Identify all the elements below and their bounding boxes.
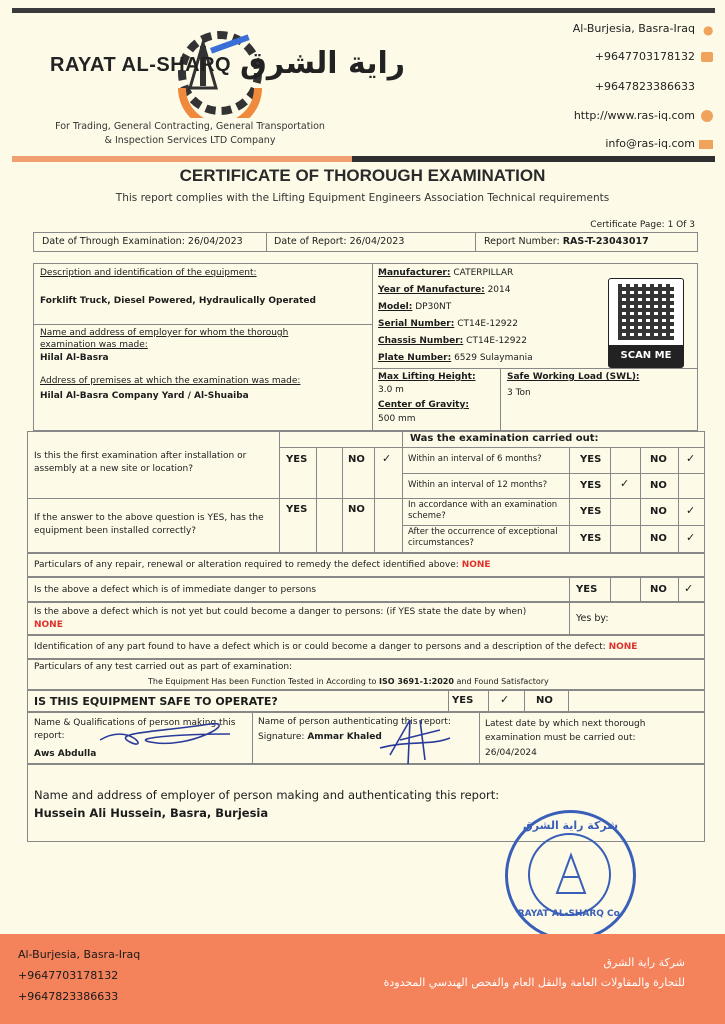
header-divider-orange	[12, 156, 352, 162]
divider	[316, 447, 317, 552]
manufacturer-label: Manufacturer:	[378, 268, 451, 278]
q1-yes[interactable]: YES	[286, 454, 308, 465]
stamp-arabic: شركة راية الشرق	[522, 819, 619, 832]
phone-icon	[701, 52, 713, 62]
divider	[678, 578, 679, 601]
lift-label: Max Lifting Height:	[378, 372, 476, 382]
q1-no[interactable]: NO	[348, 454, 365, 465]
o4-yes[interactable]: YES	[580, 533, 602, 544]
auth-signature-mark	[370, 710, 460, 770]
scan-me-label: SCAN ME	[609, 345, 683, 367]
divider	[402, 473, 704, 474]
carried-out-heading: Was the examination carried out:	[410, 433, 599, 444]
qr-code[interactable]	[608, 278, 684, 368]
option-6-months: Within an interval of 6 months?	[408, 454, 542, 464]
divider	[279, 447, 402, 448]
model-label: Model:	[378, 302, 413, 312]
divider	[488, 691, 489, 711]
option-exceptional: After the occurrence of exceptional circumstances?	[408, 527, 558, 548]
equipment-block	[33, 263, 698, 431]
yes-by-label: Yes by:	[576, 613, 609, 624]
manufacturer-value: CATERPILLAR	[453, 268, 514, 278]
safe-label: IS THIS EQUIPMENT SAFE TO OPERATE?	[34, 695, 278, 708]
header-phone2	[595, 80, 695, 93]
footer-phone2: +9647823386633	[18, 990, 119, 1003]
next-date: 26/04/2024	[485, 748, 537, 758]
qr-pattern	[618, 284, 674, 340]
header-email[interactable]	[605, 137, 695, 150]
plate-label: Plate Number:	[378, 353, 452, 363]
divider	[342, 447, 343, 552]
phone2-text: +9647823386633	[594, 80, 695, 93]
footer	[0, 934, 725, 1024]
divider	[448, 691, 449, 711]
auth-sig-label: Signature:	[258, 732, 305, 742]
lift-value: 3.0 m	[378, 385, 404, 395]
desc-value: Forklift Truck, Diesel Powered, Hydraulically Operated	[40, 296, 316, 306]
divider	[610, 578, 611, 601]
certificate-title: CERTIFICATE OF THOROUGH EXAMINATION	[179, 166, 546, 185]
company-tagline	[30, 120, 350, 148]
questions-block	[27, 431, 705, 553]
premises-label: Address of premises at which the examination was made:	[40, 376, 301, 386]
model-value: DP30NT	[415, 302, 452, 312]
repair-text	[34, 560, 491, 570]
globe-icon	[701, 110, 713, 122]
divider	[640, 578, 641, 601]
employer-label-1: Name and address of employer for whom the thorough	[40, 328, 289, 338]
test-value	[148, 677, 549, 686]
footer-phone1: +9647703178132	[18, 969, 119, 982]
date-row	[33, 232, 698, 252]
test-row	[27, 659, 705, 690]
footer-arabic-1: شركة راية الشرق	[603, 956, 685, 969]
certificate-subtitle: This report complies with the Lifting Equipment Engineers Association Technical requirements	[115, 192, 610, 204]
divider	[372, 368, 697, 369]
test-value-iso: ISO 3691-1:2020	[379, 677, 454, 686]
o3-check-icon: ✓	[686, 504, 696, 517]
header-address	[573, 22, 695, 35]
part-value: NONE	[608, 642, 638, 652]
divider	[374, 447, 375, 552]
header-phone1	[595, 50, 695, 63]
divider	[524, 691, 525, 711]
certificate-page: Certificate Page: 1 Of 3	[590, 220, 695, 230]
divider	[279, 432, 280, 552]
cog-value: 500 mm	[378, 414, 416, 424]
part-row	[27, 635, 705, 659]
o4-no[interactable]: NO	[650, 533, 667, 544]
logo-arabic: راية الشرق	[240, 46, 406, 81]
future-row	[27, 602, 705, 635]
report-date: Date of Report: 26/04/2023	[274, 236, 405, 247]
plate	[378, 353, 533, 363]
danger-yes[interactable]: YES	[576, 584, 598, 595]
maker-signature	[90, 712, 260, 762]
tagline-line-1: For Trading, General Contracting, General Transportation	[55, 121, 325, 132]
divider	[372, 264, 373, 430]
o1-yes[interactable]: YES	[580, 454, 602, 465]
serial	[378, 319, 518, 329]
o2-yes[interactable]: YES	[580, 480, 602, 491]
address-text: Al-Burjesia, Basra-Iraq	[572, 22, 695, 35]
test-value-pre: The Equipment Has been Function Tested in According to	[148, 677, 379, 686]
footer-arabic-2: للتجارة والمقاولات العامة والنقل العام والفحص الهندسي المحدودة	[383, 976, 685, 989]
report-number	[484, 236, 649, 247]
swl-label: Safe Working Load (SWL):	[507, 372, 640, 382]
serial-value: CT14E-12922	[457, 319, 518, 329]
top-rule	[12, 8, 715, 13]
danger-check-icon: ✓	[684, 582, 694, 595]
option-scheme: In accordance with an examination scheme?	[408, 500, 558, 521]
divider	[266, 233, 267, 251]
logo-english: RAYAT AL-SHARQ	[50, 54, 232, 76]
o1-check-icon: ✓	[686, 452, 696, 465]
divider	[475, 233, 476, 251]
maker-name: Aws Abdulla	[34, 749, 97, 759]
year-label: Year of Manufacture:	[378, 285, 485, 295]
auth-label: Name of person authenticating this report:	[258, 717, 451, 727]
divider	[402, 498, 704, 499]
manufacturer	[378, 268, 513, 278]
cog-label: Center of Gravity:	[378, 400, 469, 410]
o2-check-icon: ✓	[620, 477, 630, 490]
next-label: Latest date by which next thorough examination must be carried out:	[485, 719, 646, 743]
phone1-text: +9647703178132	[594, 50, 695, 63]
tagline-line-2: & Inspection Services LTD Company	[104, 135, 276, 146]
divider	[569, 603, 570, 634]
divider	[28, 498, 402, 499]
exam-date: Date of Through Examination: 26/04/2023	[42, 236, 243, 247]
repair-label: Particulars of any repair, renewal or alteration required to remedy the defect identified above:	[34, 560, 462, 570]
website-link[interactable]: http://www.ras-iq.com	[573, 109, 695, 122]
o3-yes[interactable]: YES	[580, 506, 602, 517]
employer-label-2: examination was made:	[40, 340, 148, 350]
safe-no[interactable]: NO	[536, 695, 553, 706]
q2-no[interactable]: NO	[348, 504, 365, 515]
divider	[34, 324, 372, 325]
future-text	[34, 606, 554, 632]
o1-no[interactable]: NO	[650, 454, 667, 465]
o3-no[interactable]: NO	[650, 506, 667, 517]
divider	[610, 447, 611, 552]
company-stamp	[505, 810, 636, 941]
divider	[500, 368, 501, 430]
option-12-months: Within an interval of 12 months?	[408, 480, 548, 490]
oil-rig-icon	[553, 851, 589, 895]
model	[378, 302, 451, 312]
report-number-value: RAS-T-23043017	[562, 236, 649, 247]
divider	[568, 691, 569, 711]
part-text	[34, 642, 637, 652]
divider	[569, 578, 570, 601]
test-value-post: and Found Satisfactory	[453, 677, 549, 686]
header-divider-dark	[352, 156, 715, 162]
employer-value: Hussein Ali Hussein, Basra, Burjesia	[34, 806, 269, 820]
part-label: Identification of any part found to have a defect which is or could become a danger to persons and a description of the defect:	[34, 642, 609, 652]
q1-no-check-icon: ✓	[382, 452, 392, 465]
divider	[402, 447, 704, 448]
o4-check-icon: ✓	[686, 531, 696, 544]
report-number-label: Report Number:	[484, 236, 563, 247]
footer-address: Al-Burjesia, Basra-Iraq	[18, 948, 141, 961]
test-label: Particulars of any test carried out as part of examination:	[34, 662, 293, 672]
safe-yes[interactable]: YES	[452, 695, 474, 706]
future-label: Is the above a defect which is not yet but could become a danger to persons: (if YES state the date by when)	[34, 607, 527, 617]
divider	[479, 713, 480, 763]
plate-value: 6529 Sulaymania	[454, 353, 533, 363]
year-value: 2014	[487, 285, 511, 295]
auth-signature	[258, 732, 382, 742]
safe-check-icon: ✓	[500, 693, 510, 706]
employer-value: Hilal Al-Basra	[40, 353, 109, 363]
question-1: Is this the first examination after installation or assembly at a new site or location?	[34, 451, 247, 474]
divider	[402, 432, 403, 552]
future-value: NONE	[34, 620, 63, 630]
divider	[569, 447, 570, 552]
chassis	[378, 336, 527, 346]
danger-no[interactable]: NO	[650, 584, 667, 595]
question-2: If the answer to the above question is YES, has the equipment been installed correctly?	[34, 513, 264, 536]
stamp-english: RAYAT AL-SHARQ Co.	[517, 909, 624, 919]
chassis-label: Chassis Number:	[378, 336, 464, 346]
swl-value: 3 Ton	[507, 388, 531, 398]
serial-label: Serial Number:	[378, 319, 455, 329]
repair-row	[27, 553, 705, 577]
divider	[402, 525, 704, 526]
chassis-value: CT14E-12922	[466, 336, 527, 346]
employer-label: Name and address of employer of person making and authenticating this report:	[34, 788, 500, 802]
auth-name: Ammar Khaled	[307, 732, 382, 742]
location-icon: ●	[703, 23, 714, 37]
repair-value: NONE	[461, 560, 491, 570]
danger-label: Is the above a defect which is of immediate danger to persons	[34, 585, 317, 595]
email-link[interactable]: info@ras-iq.com	[605, 137, 695, 150]
maker-label: Name & Qualifications of person making this report:	[34, 718, 236, 741]
safe-row	[27, 690, 705, 712]
desc-label: Description and identification of the equipment:	[40, 268, 257, 278]
divider	[678, 447, 679, 552]
o2-no[interactable]: NO	[650, 480, 667, 491]
danger-row	[27, 577, 705, 602]
header-website[interactable]	[574, 109, 695, 122]
year	[378, 285, 510, 295]
premises-value: Hilal Al-Basra Company Yard / Al-Shuaiba	[40, 391, 249, 401]
mail-icon	[699, 140, 713, 149]
divider	[640, 447, 641, 552]
q2-yes[interactable]: YES	[286, 504, 308, 515]
